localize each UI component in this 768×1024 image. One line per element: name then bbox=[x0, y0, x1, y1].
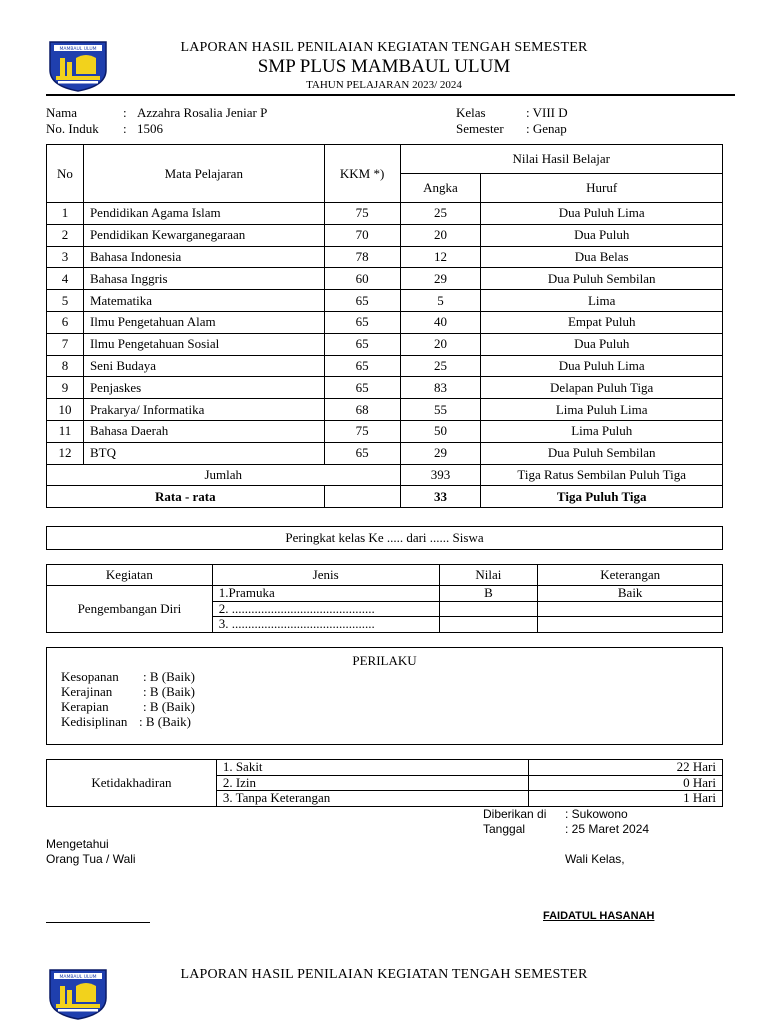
grade-subject: Bahasa Indonesia bbox=[83, 246, 324, 268]
grades-table bbox=[46, 144, 723, 508]
report-title: LAPORAN HASIL PENILAIAN KEGIATAN TENGAH SEMESTER bbox=[180, 40, 588, 55]
header-mapel: Mata Pelajaran bbox=[83, 145, 324, 203]
grade-row bbox=[47, 420, 723, 442]
jumlah-label: Jumlah bbox=[47, 464, 401, 486]
absence-count: 1 Hari bbox=[529, 791, 723, 807]
peringkat-box: Peringkat kelas Ke ..... dari ...... Siswa bbox=[46, 526, 723, 550]
grade-huruf: Dua Puluh bbox=[481, 224, 723, 246]
kelas-label: Kelas bbox=[456, 105, 486, 120]
rata-huruf: Tiga Puluh Tiga bbox=[481, 486, 723, 508]
grade-no: 7 bbox=[47, 333, 84, 355]
perilaku-label: Kerapian bbox=[61, 699, 109, 714]
wali-kelas-label: Wali Kelas, bbox=[565, 852, 625, 866]
grade-subject: Bahasa Inggris bbox=[83, 268, 324, 290]
grade-huruf: Dua Belas bbox=[481, 246, 723, 268]
perilaku-item bbox=[61, 699, 195, 715]
grade-row bbox=[47, 442, 723, 464]
nama-label: Nama bbox=[46, 105, 78, 120]
header-no: No bbox=[47, 145, 84, 203]
grade-angka: 20 bbox=[400, 224, 481, 246]
grade-subject: Ilmu Pengetahuan Alam bbox=[83, 311, 324, 333]
header-angka: Angka bbox=[400, 174, 481, 203]
grade-subject: Bahasa Daerah bbox=[83, 420, 324, 442]
grade-no: 8 bbox=[47, 355, 84, 377]
grade-huruf: Dua Puluh bbox=[481, 333, 723, 355]
grade-huruf: Delapan Puluh Tiga bbox=[481, 377, 723, 399]
header-keterangan: Keterangan bbox=[538, 565, 723, 586]
grade-angka: 12 bbox=[400, 246, 481, 268]
grade-subject: BTQ bbox=[83, 442, 324, 464]
grade-no: 4 bbox=[47, 268, 84, 290]
grade-subject: Seni Budaya bbox=[83, 355, 324, 377]
grade-subject: Pendidikan Kewarganegaraan bbox=[83, 224, 324, 246]
grade-angka: 25 bbox=[400, 203, 481, 225]
semester-value: : Genap bbox=[526, 121, 567, 136]
kegiatan-nilai bbox=[439, 617, 538, 633]
grade-kkm: 70 bbox=[324, 224, 400, 246]
rata-label: Rata - rata bbox=[47, 486, 325, 508]
kegiatan-nilai: B bbox=[439, 586, 538, 602]
semester-label: Semester bbox=[456, 121, 504, 136]
grade-kkm: 65 bbox=[324, 442, 400, 464]
induk-colon: : bbox=[123, 121, 127, 136]
grade-angka: 29 bbox=[400, 268, 481, 290]
perilaku-label: Kedisiplinan bbox=[61, 714, 128, 729]
grade-no: 6 bbox=[47, 311, 84, 333]
grade-kkm: 78 bbox=[324, 246, 400, 268]
perilaku-box bbox=[46, 647, 723, 745]
nama-value: Azzahra Rosalia Jeniar P bbox=[137, 105, 268, 120]
school-name: SMP PLUS MAMBAUL ULUM bbox=[257, 56, 511, 77]
grade-huruf: Lima Puluh bbox=[481, 420, 723, 442]
perilaku-value: : B (Baik) bbox=[143, 669, 195, 684]
grade-no: 10 bbox=[47, 399, 84, 421]
grade-kkm: 65 bbox=[324, 290, 400, 312]
perilaku-title: PERILAKU bbox=[352, 653, 417, 668]
grade-subject: Ilmu Pengetahuan Sosial bbox=[83, 333, 324, 355]
grade-row bbox=[47, 203, 723, 225]
logo-text: MAMBAUL ULUM bbox=[59, 47, 97, 52]
orang-tua-label: Orang Tua / Wali bbox=[46, 852, 136, 866]
kegiatan-jenis: 1.Pramuka bbox=[212, 586, 439, 602]
nama-colon: : bbox=[123, 105, 127, 120]
grade-angka: 25 bbox=[400, 355, 481, 377]
tanggal-value: : 25 Maret 2024 bbox=[565, 822, 650, 836]
ketidakhadiran-label: Ketidakhadiran bbox=[47, 760, 217, 807]
header-jenis: Jenis bbox=[212, 565, 439, 586]
grade-kkm: 68 bbox=[324, 399, 400, 421]
grade-no: 5 bbox=[47, 290, 84, 312]
perilaku-value: : B (Baik) bbox=[139, 714, 191, 729]
perilaku-item bbox=[61, 669, 195, 685]
grade-angka: 20 bbox=[400, 333, 481, 355]
kegiatan-keterangan bbox=[538, 601, 723, 617]
grade-huruf: Dua Puluh Lima bbox=[481, 203, 723, 225]
tanggal-label: Tanggal bbox=[483, 822, 526, 836]
header-nilai: Nilai Hasil Belajar bbox=[400, 145, 722, 174]
kegiatan-keterangan bbox=[538, 617, 723, 633]
grade-angka: 55 bbox=[400, 399, 481, 421]
perilaku-value: : B (Baik) bbox=[143, 684, 195, 699]
diberikan-value: : Sukowono bbox=[565, 807, 628, 821]
grade-kkm: 75 bbox=[324, 203, 400, 225]
header-kkm: KKM *) bbox=[324, 145, 400, 203]
grade-subject: Penjaskes bbox=[83, 377, 324, 399]
logo-text: MAMBAUL ULUM bbox=[59, 975, 97, 980]
grade-no: 2 bbox=[47, 224, 84, 246]
grade-no: 12 bbox=[47, 442, 84, 464]
absence-type: 3. Tanpa Keterangan bbox=[216, 791, 529, 807]
header-nilai-kegiatan: Nilai bbox=[439, 565, 538, 586]
grade-angka: 50 bbox=[400, 420, 481, 442]
grade-kkm: 75 bbox=[324, 420, 400, 442]
absence-type: 2. Izin bbox=[216, 775, 529, 791]
grade-row bbox=[47, 377, 723, 399]
kegiatan-keterangan: Baik bbox=[538, 586, 723, 602]
absence-count: 0 Hari bbox=[529, 775, 723, 791]
pengembangan-diri-label: Pengembangan Diri bbox=[47, 586, 213, 633]
grade-row bbox=[47, 268, 723, 290]
absence-type: 1. Sakit bbox=[216, 760, 529, 776]
wali-kelas-name: FAIDATUL HASANAH bbox=[543, 910, 655, 922]
grade-huruf: Empat Puluh bbox=[481, 311, 723, 333]
grade-huruf: Dua Puluh Lima bbox=[481, 355, 723, 377]
kegiatan-jenis: 3. ............................................ bbox=[212, 617, 439, 633]
grade-row bbox=[47, 355, 723, 377]
grade-row bbox=[47, 311, 723, 333]
perilaku-label: Kesopanan bbox=[61, 669, 119, 684]
grade-huruf: Lima Puluh Lima bbox=[481, 399, 723, 421]
grade-kkm: 65 bbox=[324, 311, 400, 333]
grade-no: 1 bbox=[47, 203, 84, 225]
induk-value: 1506 bbox=[137, 121, 163, 136]
grade-kkm: 65 bbox=[324, 377, 400, 399]
grade-angka: 83 bbox=[400, 377, 481, 399]
grade-angka: 29 bbox=[400, 442, 481, 464]
rata-kkm-empty bbox=[324, 486, 400, 508]
kegiatan-nilai bbox=[439, 601, 538, 617]
kelas-value: : VIII D bbox=[526, 105, 568, 120]
perilaku-item bbox=[61, 684, 195, 700]
header-divider bbox=[46, 94, 735, 96]
induk-label: No. Induk bbox=[46, 121, 99, 136]
perilaku-value: : B (Baik) bbox=[143, 699, 195, 714]
header-kegiatan: Kegiatan bbox=[47, 565, 213, 586]
perilaku-item bbox=[61, 714, 191, 730]
grade-no: 3 bbox=[47, 246, 84, 268]
grade-angka: 5 bbox=[400, 290, 481, 312]
kegiatan-table bbox=[46, 564, 723, 633]
grade-row bbox=[47, 290, 723, 312]
diberikan-label: Diberikan di bbox=[483, 807, 547, 821]
absence-count: 22 Hari bbox=[529, 760, 723, 776]
academic-year: TAHUN PELAJARAN 2023/ 2024 bbox=[306, 79, 462, 91]
grade-row bbox=[47, 246, 723, 268]
perilaku-label: Kerajinan bbox=[61, 684, 113, 699]
rata-angka: 33 bbox=[400, 486, 481, 508]
grade-huruf: Dua Puluh Sembilan bbox=[481, 442, 723, 464]
grade-row bbox=[47, 333, 723, 355]
grade-kkm: 65 bbox=[324, 355, 400, 377]
grade-huruf: Lima bbox=[481, 290, 723, 312]
jumlah-huruf: Tiga Ratus Sembilan Puluh Tiga bbox=[481, 464, 723, 486]
grade-subject: Prakarya/ Informatika bbox=[83, 399, 324, 421]
kegiatan-jenis: 2. ............................................ bbox=[212, 601, 439, 617]
absence-table bbox=[46, 759, 723, 807]
grade-kkm: 60 bbox=[324, 268, 400, 290]
grade-angka: 40 bbox=[400, 311, 481, 333]
grade-subject: Matematika bbox=[83, 290, 324, 312]
grade-no: 9 bbox=[47, 377, 84, 399]
grade-kkm: 65 bbox=[324, 333, 400, 355]
next-page-title: LAPORAN HASIL PENILAIAN KEGIATAN TENGAH SEMESTER bbox=[180, 967, 588, 982]
grade-row bbox=[47, 224, 723, 246]
grade-row bbox=[47, 399, 723, 421]
mengetahui-label: Mengetahui bbox=[46, 837, 109, 851]
grade-no: 11 bbox=[47, 420, 84, 442]
parent-signature-line bbox=[46, 922, 150, 923]
jumlah-angka: 393 bbox=[400, 464, 481, 486]
header-huruf: Huruf bbox=[481, 174, 723, 203]
grade-huruf: Dua Puluh Sembilan bbox=[481, 268, 723, 290]
grade-subject: Pendidikan Agama Islam bbox=[83, 203, 324, 225]
